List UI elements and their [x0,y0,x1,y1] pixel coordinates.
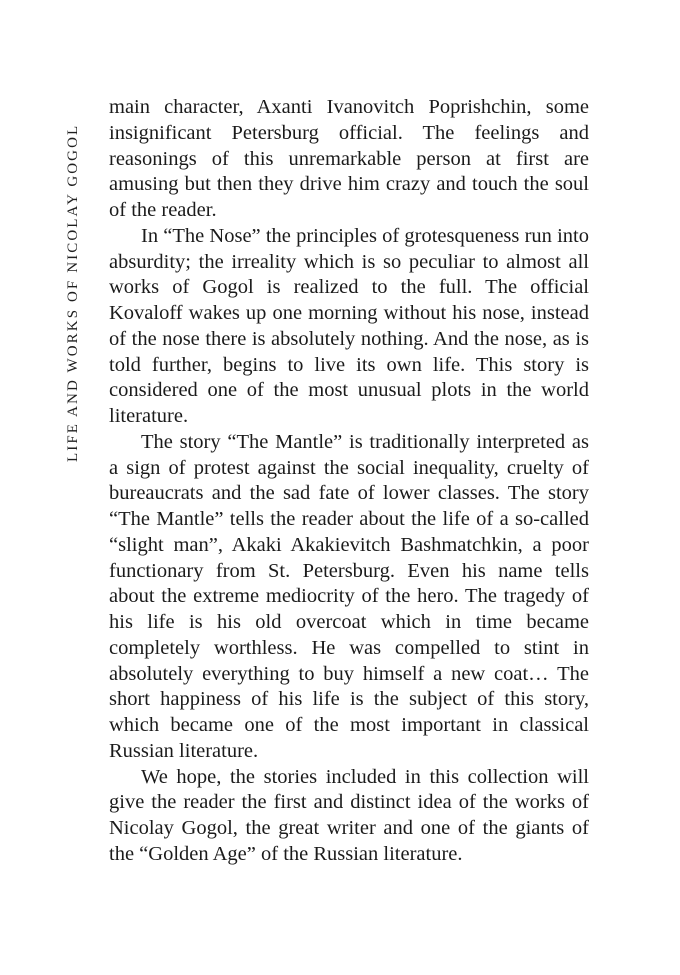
paragraph-the-mantle: The story “The Mantle” is traditionally interpreted as a sign of protest against the social inequality, cruelty of bureaucrats and the sad fate of lower classes. The story “The Mantle” tells the reader about the life of a so-called “slight man”, Akaki Akakievitch Bashmatchkin, a poor functionary from St. Petersburg. Even his name tells about the extreme mediocrity of the hero. The tragedy of his life is his old overcoat which in time became completely worthless. He was compelled to stint in absolutely everything to buy himself a new coat… The short happiness of his life is the subject of this story, which became one of the most important in classical Russian literature. [109,430,589,762]
paragraph-closing: We hope, the stories included in this collection will give the reader the first and distinct idea of the works of Nicolay Gogol, the great writer and one of the giants of the “Golden Age” of the Russian literature. [109,765,589,865]
running-head: LIFE AND WORKS OF NICOLAY GOGOL [65,123,81,462]
body-text [109,95,589,868]
paragraph-the-nose: In “The Nose” the principles of grotesqueness run into absurdity; the irreality which is so peculiar to almost all works of Gogol is realized to the full. The official Kovaloff wakes up one morning without his nose, instead of the nose there is absolutely nothing. And the nose, as is told further, begins to live its own life. This story is considered one of the most unusual plots in the world literature. [109,224,589,427]
paragraph-continuation: main character, Axanti Ivanovitch Poprishchin, some insignificant Petersburg official. The feelings and reasonings of this unremarkable person at first are amusing but then they drive him crazy and touch the soul of the reader. [109,96,589,221]
